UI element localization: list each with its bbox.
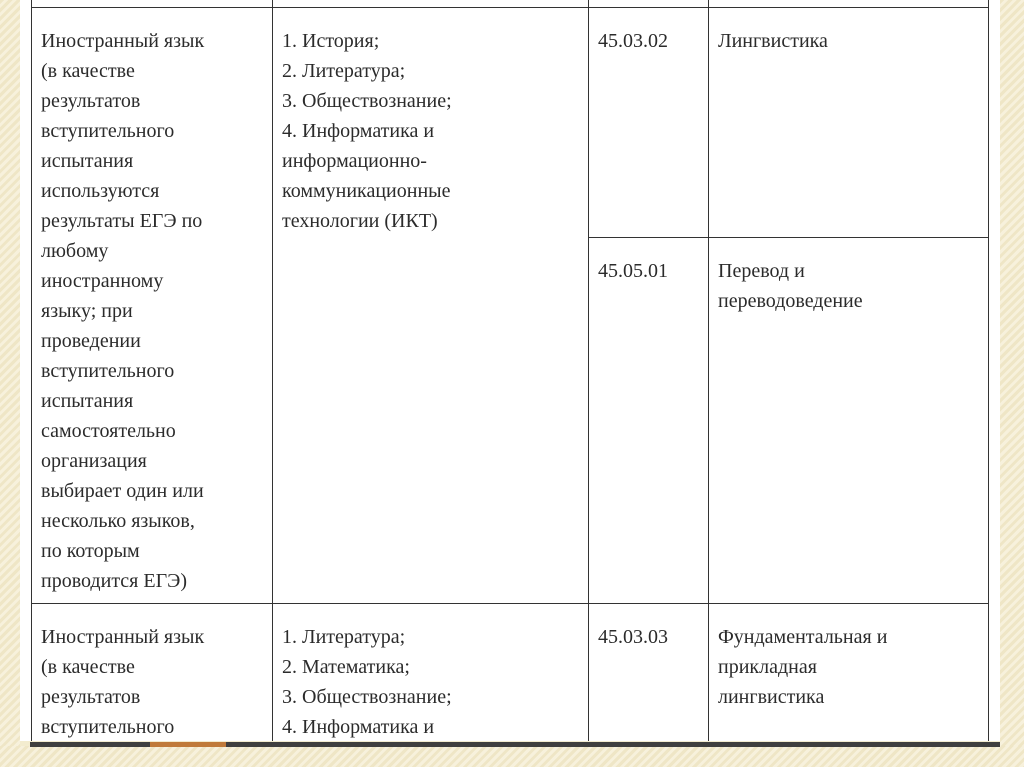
table-cell-program: Фундаментальная и прикладная лингвистика: [718, 626, 888, 708]
table-border-right: [988, 0, 989, 741]
table-cell-code: 45.05.01: [598, 260, 668, 282]
footer-accent-bar: [150, 742, 226, 747]
table-cell-program: Перевод и переводоведение: [718, 260, 863, 312]
frame-right-border: [1000, 0, 1024, 767]
table-cell-code: 45.03.02: [598, 30, 668, 52]
slide: [20, 0, 1000, 741]
table-cell-subject: Иностранный язык (в качестве результатов вступительного испытания используются результаты ЕГЭ по любому иностранному языку; при проведении вступительного испытания самостоятельно организация выбирает один или несколько языков, по которым проводится ЕГЭ): [41, 30, 205, 592]
table-cell-code: 45.03.03: [598, 626, 668, 648]
frame-bottom-border: [0, 746, 1024, 767]
table-cell-alternatives: 1. Литература; 2. Математика; 3. Обществознание; 4. Информатика и: [282, 626, 452, 738]
table-cell-program: Лингвистика: [718, 30, 828, 52]
table-cell-alternatives: 1. История; 2. Литература; 3. Обществознание; 4. Информатика и информационно- коммуникационные технологии (ИКТ): [282, 30, 452, 232]
frame-left-border: [0, 0, 20, 767]
table-cell-subject: Иностранный язык (в качестве результатов вступительного: [41, 626, 205, 738]
